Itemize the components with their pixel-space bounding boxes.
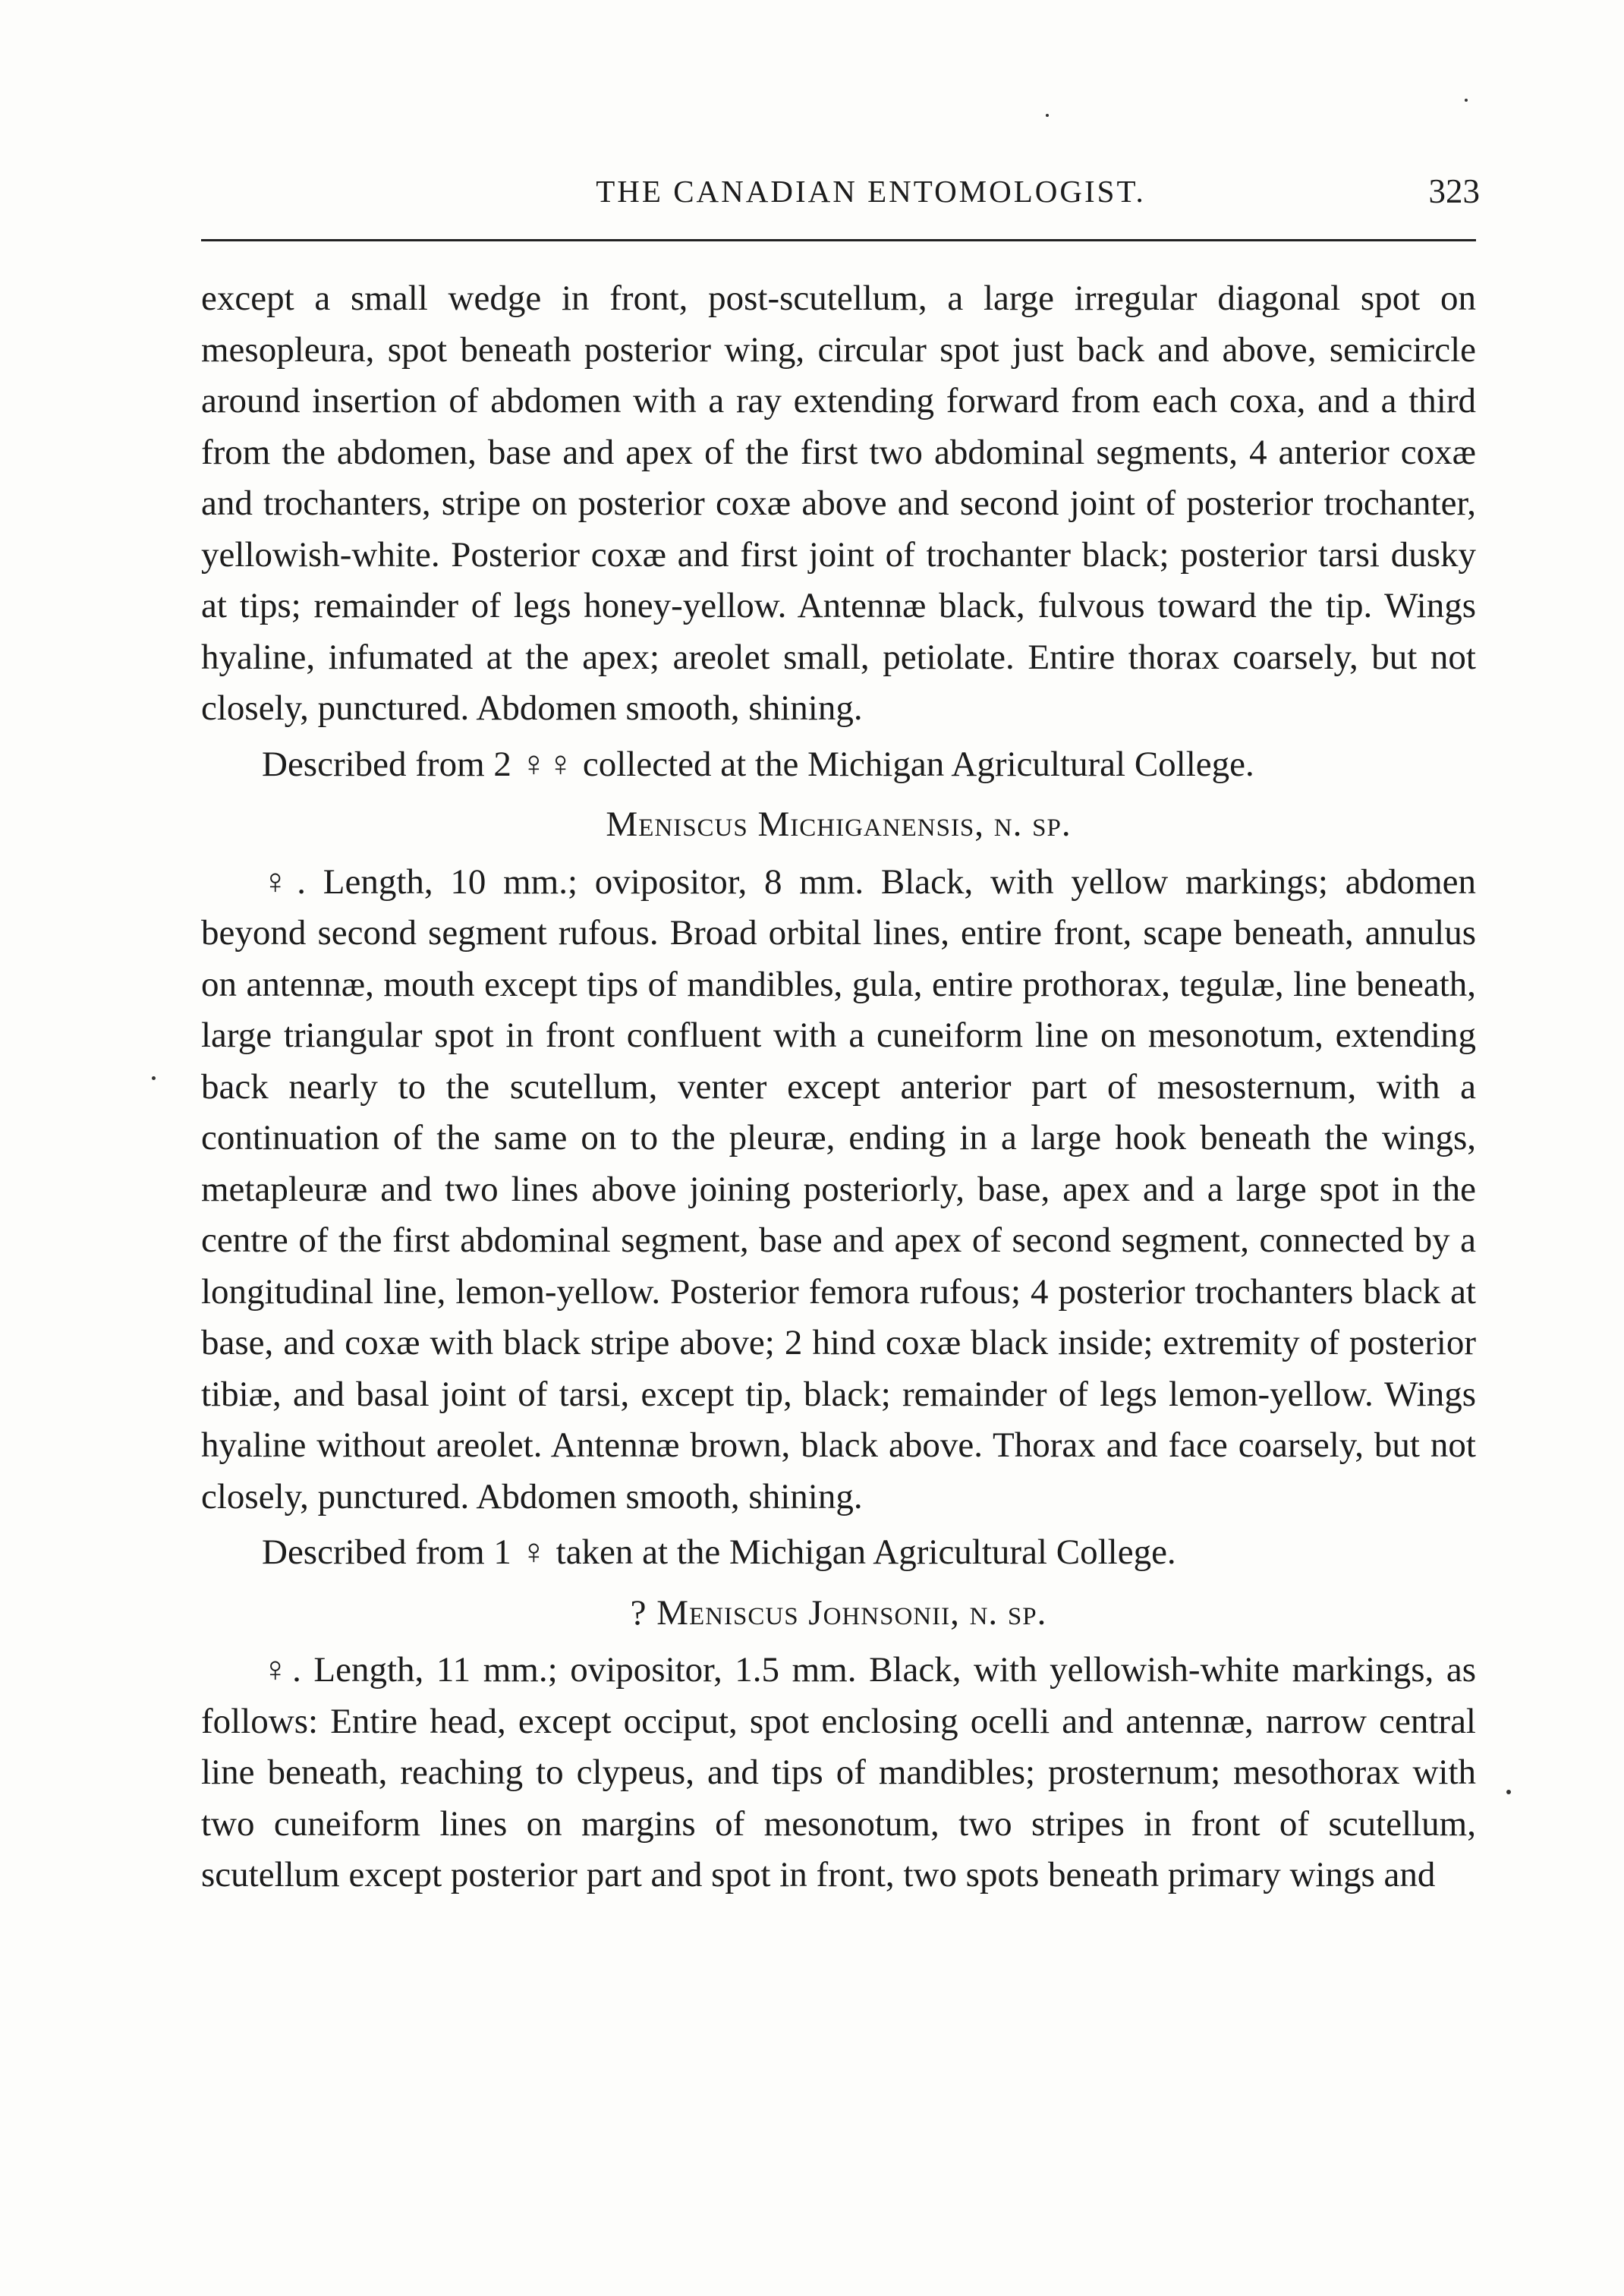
paragraph-johnsonii-description: ♀. Length, 11 mm.; ovipositor, 1.5 mm. Black, with yellowish-white markings, as follows: Entire head, except occiput, spot enclosing ocelli and antennæ, narrow central line beneath, reaching to clypeus, and tips of mandibles; prosternum; mesothorax with two cuneiform lines on margins of mesonotum, two stripes in front of scutellum, scutellum except posterior part and spot in front, two spots beneath primary wings and <box>201 1650 1476 1894</box>
header-rule <box>201 239 1476 241</box>
margin-speck <box>1465 99 1468 102</box>
margin-speck <box>1506 1790 1511 1794</box>
margin-speck <box>152 1076 156 1080</box>
paragraph-continued-description: except a small wedge in front, post-scutellum, a large irregular diagonal spot on mesopleura, spot beneath posterior wing, circular spot just back and above, semicircle around insertion of abdomen with a ray extending forward from each coxa, and a third from the abdomen, base and apex of the first two abdominal segments, 4 anterior coxæ and trochanters, stripe on posterior coxæ above and second joint of posterior trochanter, yellowish-white. Posterior coxæ and first joint of trochanter black; posterior tarsi dusky at tips; remainder of legs honey-yellow. Antennæ black, fulvous toward the tip. Wings hyaline, infumated at the apex; areolet small, petiolate. Entire thorax coarsely, but not closely, punctured. Abdomen smooth, shining. <box>201 279 1476 728</box>
paragraph-collection-note-2: Described from 1 ♀ taken at the Michigan Agricultural College. <box>262 1532 1176 1572</box>
page-number: 323 <box>1428 172 1480 210</box>
species-heading-johnsonii: ? Meniscus Johnsonii, n. sp. <box>630 1592 1047 1633</box>
journal-title: THE CANADIAN ENTOMOLOGIST. <box>596 174 1146 209</box>
species-heading-michiganensis: Meniscus Michiganensis, n. sp. <box>606 805 1072 844</box>
body-text <box>201 273 1476 1901</box>
margin-speck <box>1046 114 1049 117</box>
running-head <box>201 173 1480 219</box>
paragraph-collection-note-1: Described from 2 ♀♀ collected at the Michigan Agricultural College. <box>262 744 1254 784</box>
paragraph-michiganensis-description: ♀. Length, 10 mm.; ovipositor, 8 mm. Black, with yellow markings; abdomen beyond second segment rufous. Broad orbital lines, entire front, scape beneath, annulus on antennæ, mouth except tips of mandibles, gula, entire prothorax, tegulæ, line beneath, large triangular spot in front confluent with a cuneiform line on mesonotum, extending back nearly to the scutellum, venter except anterior part of mesosternum, with a continuation of the same on to the pleuræ, ending in a large hook beneath the wings, metapleuræ and two lines above joining posteriorly, base, apex and a large spot in the centre of the first abdominal segment, base and apex of second segment, connected by a longitudinal line, lemon-yellow. Posterior femora rufous; 4 posterior trochanters black at base, and coxæ with black stripe above; 2 hind coxæ black inside; extremity of posterior tibiæ, and basal joint of tarsi, except tip, black; remainder of legs lemon-yellow. Wings hyaline without areolet. Antennæ brown, black above. Thorax and face coarsely, but not closely, punctured. Abdomen smooth, shining. <box>201 861 1476 1516</box>
